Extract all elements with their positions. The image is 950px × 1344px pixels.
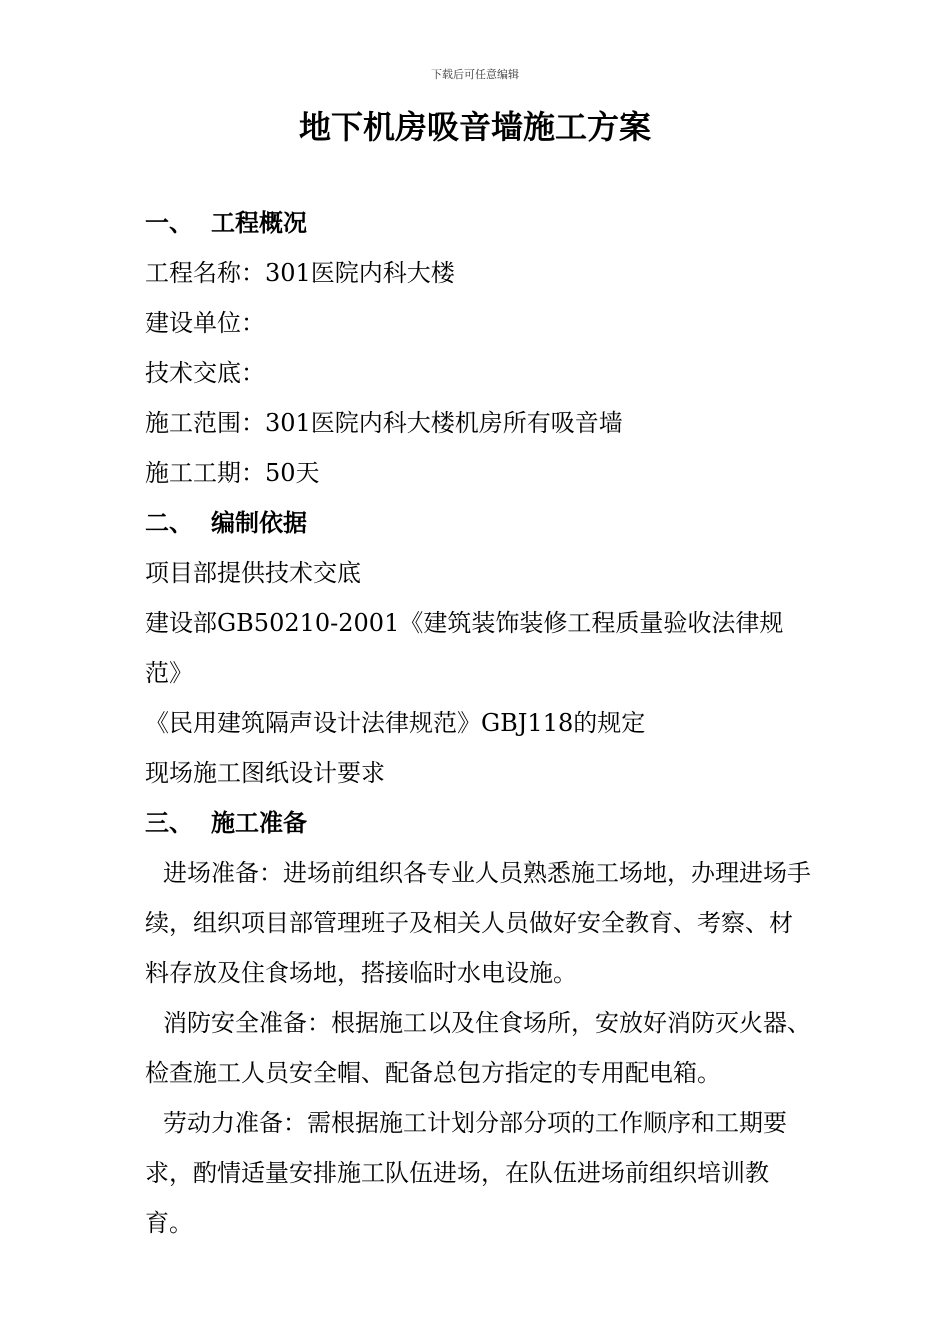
section-title: 施工准备 xyxy=(211,809,307,837)
section-number: 三、 xyxy=(145,809,193,837)
section-heading-overview xyxy=(145,198,815,248)
construction-period-line: 施工工期：50天 xyxy=(145,459,320,487)
header-note: 下载后可任意编辑 xyxy=(431,68,519,81)
project-name-line: 工程名称：301医院内科大楼 xyxy=(145,259,455,287)
section-heading-basis xyxy=(145,498,815,548)
construction-scope-line: 施工范围：301医院内科大楼机房所有吸音墙 xyxy=(145,409,623,437)
section-number: 二、 xyxy=(145,509,193,537)
fire-safety-paragraph: 消防安全准备：根据施工以及住食场所，安放好消防灭火器、检查施工人员安全帽、配备总包方指定的专用配电箱。 xyxy=(145,1009,811,1087)
section-title: 编制依据 xyxy=(211,509,307,537)
entry-preparation-paragraph: 进场准备：进场前组织各专业人员熟悉施工场地，办理进场手续，组织项目部管理班子及相关人员做好安全教育、考察、材料存放及住食场地，搭接临时水电设施。 xyxy=(145,859,811,987)
basis-item-drawings: 现场施工图纸设计要求 xyxy=(145,759,385,787)
section-heading-preparation xyxy=(145,798,815,848)
document-body xyxy=(145,198,815,1248)
section-number: 一、 xyxy=(145,209,193,237)
basis-item-gbj118: 《民用建筑隔声设计法律规范》GBJ118的规定 xyxy=(145,709,646,737)
section-title: 工程概况 xyxy=(211,209,307,237)
basis-item-briefing xyxy=(145,548,815,598)
technical-briefing-line: 技术交底： xyxy=(145,359,265,387)
labor-preparation-paragraph: 劳动力准备：需根据施工计划分部分项的工作顺序和工期要求，酌情适量安排施工队伍进场，在队伍进场前组织培训教育。 xyxy=(145,1109,787,1237)
basis-item-gb50210: 建设部GB50210-2001《建筑装饰装修工程质量验收法律规范》 xyxy=(145,609,784,687)
construction-unit-line: 建设单位： xyxy=(145,309,265,337)
document-title: 地下机房吸音墙施工方案 xyxy=(298,108,651,146)
basis-item-text: 项目部提供技术交底 xyxy=(145,559,361,587)
